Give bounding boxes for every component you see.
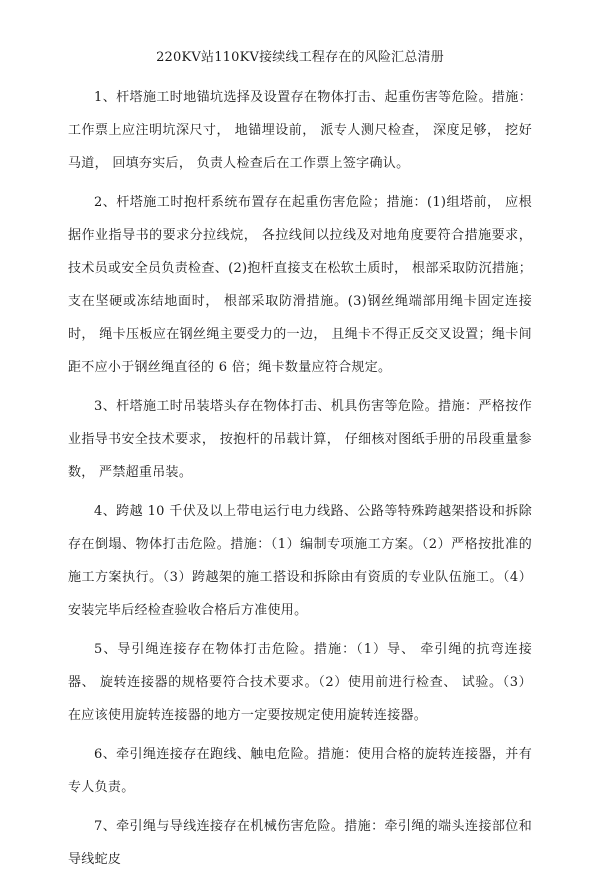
paragraph-4: 4、跨越 10 千伏及以上带电运行电力线路、公路等特殊跨越架搭设和拆除存在倒塌、物体打击危险。措施：（1）编制专项施工方案。（2）严格按批准的施工方案执行。（3）跨越架的施工搭设和拆除由有资质的专业队伍施工。（4）安装完毕后经检查验收合格后方准使用。 <box>68 504 532 618</box>
paragraph-1: 1、杆塔施工时地锚坑选择及设置存在物体打击、起重伤害等危险。措施：工作票上应注明坑深尺寸， 地锚埋设前， 派专人测尺检查， 深度足够， 挖好马道， 回填夯实后， 负责人检查后在工作票上签字确认。 <box>68 90 532 171</box>
document-title: 220KV站110KV接续线工程存在的风险汇总清册 <box>156 50 444 65</box>
paragraph-5: 5、导引绳连接存在物体打击危险。措施：（1）导、 牵引绳的抗弯连接器、 旋转连接器的规格要符合技术要求。（2）使用前进行检查、 试验。（3）在应该使用旋转连接器的地方一定要按规定使用旋转连接器。 <box>68 642 532 723</box>
paragraph-6: 6、牵引绳连接存在跑线、触电危险。措施：使用合格的旋转连接器，并有专人负责。 <box>68 747 532 795</box>
paragraph-7: 7、牵引绳与导线连接存在机械伤害危险。措施：牵引绳的端头连接部位和导线蛇皮 <box>68 819 532 867</box>
paragraph-2: 2、杆塔施工时抱杆系统布置存在起重伤害危险；措施：(1)组塔前， 应根据作业指导书的要求分拉线烷， 各拉线间以拉线及对地角度要符合措施要求， 技术员或安全员负责检查、(2)抱杆直接支在松软土质时， 根部采取防沉措施； 支在坚硬或冻结地面时， 根部采取防滑措施。(3)钢丝绳端部用绳卡固定连接时， 绳卡压板应在钢丝绳主要受力的一边， 且绳卡不得正反交叉设置；绳卡间距不应小于钢丝绳直径的 6 倍；绳卡数量应符合规定。 <box>68 195 532 375</box>
paragraph-3: 3、杆塔施工时吊装塔头存在物体打击、机具伤害等危险。措施：严格按作业指导书安全技术要求， 按抱杆的吊载计算， 仔细核对图纸手册的吊段重量参数， 严禁超重吊装。 <box>68 399 532 480</box>
